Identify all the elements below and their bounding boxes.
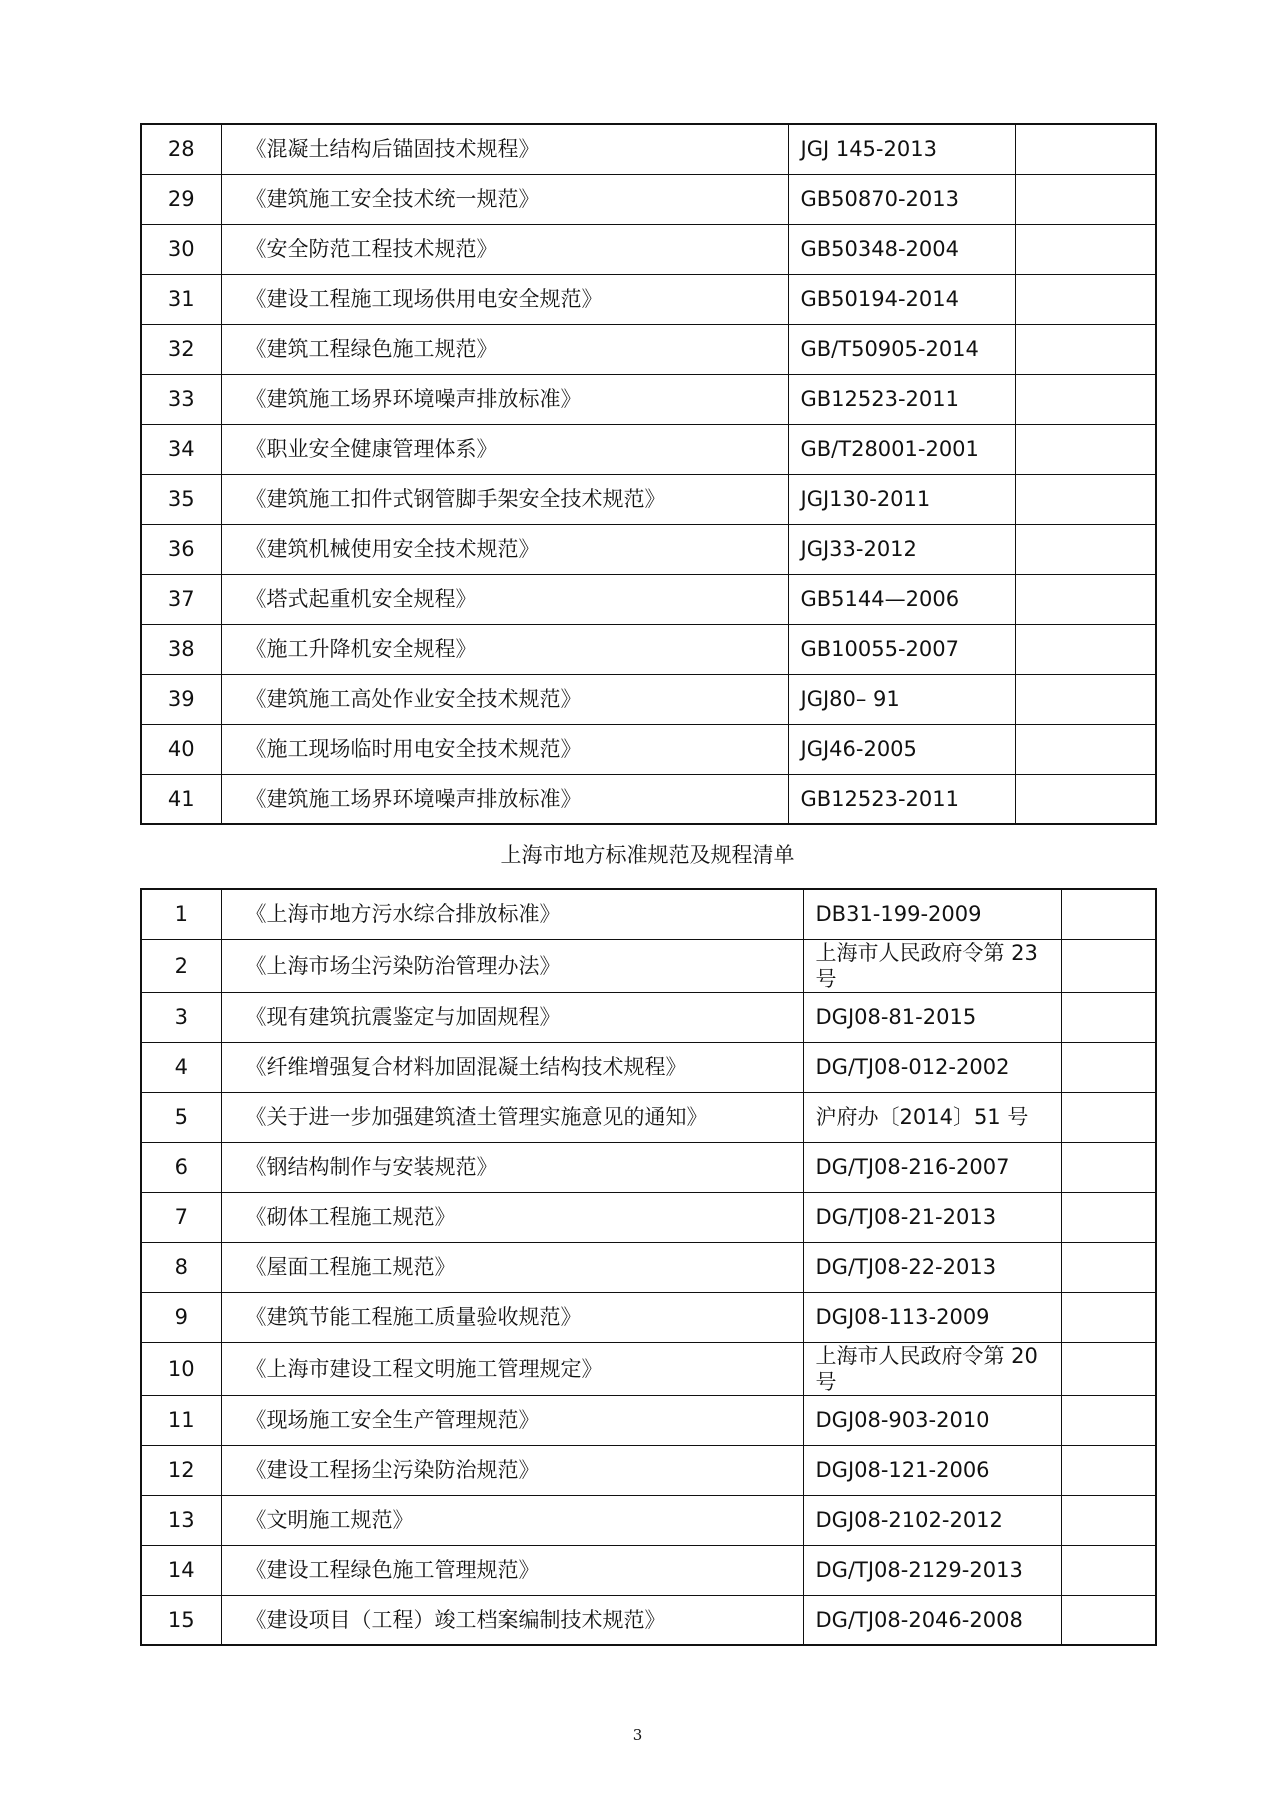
standard-name-cell: 《建筑施工扣件式钢管脚手架安全技术规范》 <box>221 474 788 524</box>
standard-code-cell: DG/TJ08-012-2002 <box>803 1042 1061 1092</box>
standard-code-cell: JGJ46-2005 <box>788 724 1015 774</box>
standard-note-cell <box>1015 724 1156 774</box>
table-row <box>141 174 1156 224</box>
table-row <box>141 1142 1156 1192</box>
standard-note-cell <box>1015 474 1156 524</box>
standard-name-cell: 《屋面工程施工规范》 <box>221 1242 803 1292</box>
table-row <box>141 274 1156 324</box>
standard-name-cell: 《建筑机械使用安全技术规范》 <box>221 524 788 574</box>
standard-note-cell <box>1061 1495 1156 1545</box>
table-row <box>141 574 1156 624</box>
standard-code-cell: JGJ130-2011 <box>788 474 1015 524</box>
standard-code-cell: 沪府办〔2014〕51 号 <box>803 1092 1061 1142</box>
standard-note-cell <box>1015 574 1156 624</box>
standard-code-cell: GB50194-2014 <box>788 274 1015 324</box>
standard-code-cell: DGJ08-2102-2012 <box>803 1495 1061 1545</box>
standard-name-cell: 《建筑施工场界环境噪声排放标准》 <box>221 774 788 824</box>
standard-number-cell: 3 <box>141 992 221 1042</box>
standard-number-cell: 37 <box>141 574 221 624</box>
standard-code-cell: GB/T50905-2014 <box>788 324 1015 374</box>
standard-code-cell: DG/TJ08-2129-2013 <box>803 1545 1061 1595</box>
standard-number-cell: 15 <box>141 1595 221 1645</box>
standard-code-cell: GB50870-2013 <box>788 174 1015 224</box>
standard-note-cell <box>1061 1042 1156 1092</box>
standard-code-cell: JGJ 145-2013 <box>788 124 1015 174</box>
standard-note-cell <box>1015 324 1156 374</box>
standard-name-cell: 《上海市地方污水综合排放标准》 <box>221 889 803 939</box>
standard-name-cell: 《职业安全健康管理体系》 <box>221 424 788 474</box>
standard-number-cell: 14 <box>141 1545 221 1595</box>
standard-note-cell <box>1015 774 1156 824</box>
standard-number-cell: 10 <box>141 1342 221 1395</box>
standard-name-cell: 《建设工程扬尘污染防治规范》 <box>221 1445 803 1495</box>
standard-number-cell: 32 <box>141 324 221 374</box>
standard-name-cell: 《钢结构制作与安装规范》 <box>221 1142 803 1192</box>
standard-number-cell: 41 <box>141 774 221 824</box>
standard-note-cell <box>1015 674 1156 724</box>
standard-note-cell <box>1061 1192 1156 1242</box>
standard-name-cell: 《现有建筑抗震鉴定与加固规程》 <box>221 992 803 1042</box>
standard-number-cell: 36 <box>141 524 221 574</box>
standard-name-cell: 《建筑施工高处作业安全技术规范》 <box>221 674 788 724</box>
standard-code-cell: JGJ33-2012 <box>788 524 1015 574</box>
standard-name-cell: 《建设工程施工现场供用电安全规范》 <box>221 274 788 324</box>
standard-note-cell <box>1061 1292 1156 1342</box>
standard-number-cell: 35 <box>141 474 221 524</box>
standard-note-cell <box>1015 624 1156 674</box>
table-row <box>141 939 1156 992</box>
standard-name-cell: 《混凝土结构后锚固技术规程》 <box>221 124 788 174</box>
local-standards-table-body <box>141 889 1156 1645</box>
standard-code-cell: DGJ08-903-2010 <box>803 1395 1061 1445</box>
table-row <box>141 524 1156 574</box>
standard-note-cell <box>1061 1242 1156 1292</box>
standard-number-cell: 8 <box>141 1242 221 1292</box>
standard-note-cell <box>1015 224 1156 274</box>
table-row <box>141 1595 1156 1645</box>
standard-number-cell: 2 <box>141 939 221 992</box>
standard-code-cell: DG/TJ08-216-2007 <box>803 1142 1061 1192</box>
standard-number-cell: 5 <box>141 1092 221 1142</box>
standard-number-cell: 28 <box>141 124 221 174</box>
table-row <box>141 1395 1156 1445</box>
table-row <box>141 324 1156 374</box>
standard-note-cell <box>1061 1092 1156 1142</box>
standard-name-cell: 《安全防范工程技术规范》 <box>221 224 788 274</box>
standard-note-cell <box>1061 1142 1156 1192</box>
table-row <box>141 1495 1156 1545</box>
standard-code-cell: JGJ80– 91 <box>788 674 1015 724</box>
standard-number-cell: 40 <box>141 724 221 774</box>
table-row <box>141 889 1156 939</box>
table-row <box>141 424 1156 474</box>
standard-note-cell <box>1061 1342 1156 1395</box>
table-row <box>141 1192 1156 1242</box>
standard-number-cell: 39 <box>141 674 221 724</box>
standard-note-cell <box>1061 1595 1156 1645</box>
standard-name-cell: 《建设项目（工程）竣工档案编制技术规范》 <box>221 1595 803 1645</box>
table-row <box>141 1445 1156 1495</box>
standard-code-cell: GB10055-2007 <box>788 624 1015 674</box>
standard-number-cell: 4 <box>141 1042 221 1092</box>
standard-code-cell: DGJ08-121-2006 <box>803 1445 1061 1495</box>
table-row <box>141 992 1156 1042</box>
standard-code-cell: DGJ08-113-2009 <box>803 1292 1061 1342</box>
standard-name-cell: 《关于进一步加强建筑渣土管理实施意见的通知》 <box>221 1092 803 1142</box>
standard-name-cell: 《纤维增强复合材料加固混凝土结构技术规程》 <box>221 1042 803 1092</box>
standard-code-cell: DG/TJ08-22-2013 <box>803 1242 1061 1292</box>
table-row <box>141 1342 1156 1395</box>
table-row <box>141 1042 1156 1092</box>
standard-name-cell: 《塔式起重机安全规程》 <box>221 574 788 624</box>
standard-name-cell: 《现场施工安全生产管理规范》 <box>221 1395 803 1445</box>
local-standards-table <box>140 888 1157 1646</box>
standard-name-cell: 《上海市场尘污染防治管理办法》 <box>221 939 803 992</box>
local-standards-section-title: 上海市地方标准规范及规程清单 <box>500 843 795 867</box>
national-standards-table <box>140 123 1157 825</box>
standard-code-cell: DB31-199-2009 <box>803 889 1061 939</box>
standard-number-cell: 11 <box>141 1395 221 1445</box>
table-row <box>141 624 1156 674</box>
standard-name-cell: 《砌体工程施工规范》 <box>221 1192 803 1242</box>
table-row <box>141 1242 1156 1292</box>
table-row <box>141 724 1156 774</box>
standard-name-cell: 《建筑施工场界环境噪声排放标准》 <box>221 374 788 424</box>
standard-name-cell: 《施工升降机安全规程》 <box>221 624 788 674</box>
standard-number-cell: 30 <box>141 224 221 274</box>
standard-name-cell: 《建设工程绿色施工管理规范》 <box>221 1545 803 1595</box>
table-row <box>141 224 1156 274</box>
standard-code-cell: GB5144—2006 <box>788 574 1015 624</box>
table-row <box>141 474 1156 524</box>
table-row <box>141 674 1156 724</box>
standard-number-cell: 34 <box>141 424 221 474</box>
table-row <box>141 774 1156 824</box>
standard-note-cell <box>1061 939 1156 992</box>
standard-code-cell: 上海市人民政府令第 20 号 <box>803 1342 1061 1395</box>
standard-name-cell: 《文明施工规范》 <box>221 1495 803 1545</box>
standard-name-cell: 《施工现场临时用电安全技术规范》 <box>221 724 788 774</box>
standard-number-cell: 6 <box>141 1142 221 1192</box>
standard-note-cell <box>1015 274 1156 324</box>
standard-code-cell: DG/TJ08-2046-2008 <box>803 1595 1061 1645</box>
standard-note-cell <box>1061 1395 1156 1445</box>
page-number: 3 <box>632 1726 643 1744</box>
table-row <box>141 1292 1156 1342</box>
standard-number-cell: 33 <box>141 374 221 424</box>
standard-number-cell: 7 <box>141 1192 221 1242</box>
standard-number-cell: 31 <box>141 274 221 324</box>
standard-name-cell: 《建筑工程绿色施工规范》 <box>221 324 788 374</box>
table-row <box>141 124 1156 174</box>
standard-note-cell <box>1015 424 1156 474</box>
standard-name-cell: 《上海市建设工程文明施工管理规定》 <box>221 1342 803 1395</box>
standard-note-cell <box>1015 174 1156 224</box>
standard-code-cell: GB/T28001-2001 <box>788 424 1015 474</box>
standard-name-cell: 《建筑节能工程施工质量验收规范》 <box>221 1292 803 1342</box>
standard-name-cell: 《建筑施工安全技术统一规范》 <box>221 174 788 224</box>
standard-code-cell: GB50348-2004 <box>788 224 1015 274</box>
standard-number-cell: 9 <box>141 1292 221 1342</box>
standard-note-cell <box>1061 992 1156 1042</box>
standard-number-cell: 38 <box>141 624 221 674</box>
standard-note-cell <box>1015 124 1156 174</box>
standard-number-cell: 29 <box>141 174 221 224</box>
national-standards-table-body <box>141 124 1156 824</box>
standard-code-cell: DG/TJ08-21-2013 <box>803 1192 1061 1242</box>
standard-code-cell: 上海市人民政府令第 23 号 <box>803 939 1061 992</box>
standard-note-cell <box>1015 374 1156 424</box>
standard-note-cell <box>1015 524 1156 574</box>
standard-number-cell: 12 <box>141 1445 221 1495</box>
standard-note-cell <box>1061 1545 1156 1595</box>
standard-number-cell: 1 <box>141 889 221 939</box>
standard-number-cell: 13 <box>141 1495 221 1545</box>
standard-note-cell <box>1061 889 1156 939</box>
standard-code-cell: GB12523-2011 <box>788 374 1015 424</box>
table-row <box>141 1092 1156 1142</box>
standard-code-cell: DGJ08-81-2015 <box>803 992 1061 1042</box>
standard-code-cell: GB12523-2011 <box>788 774 1015 824</box>
standard-note-cell <box>1061 1445 1156 1495</box>
table-row <box>141 374 1156 424</box>
table-row <box>141 1545 1156 1595</box>
